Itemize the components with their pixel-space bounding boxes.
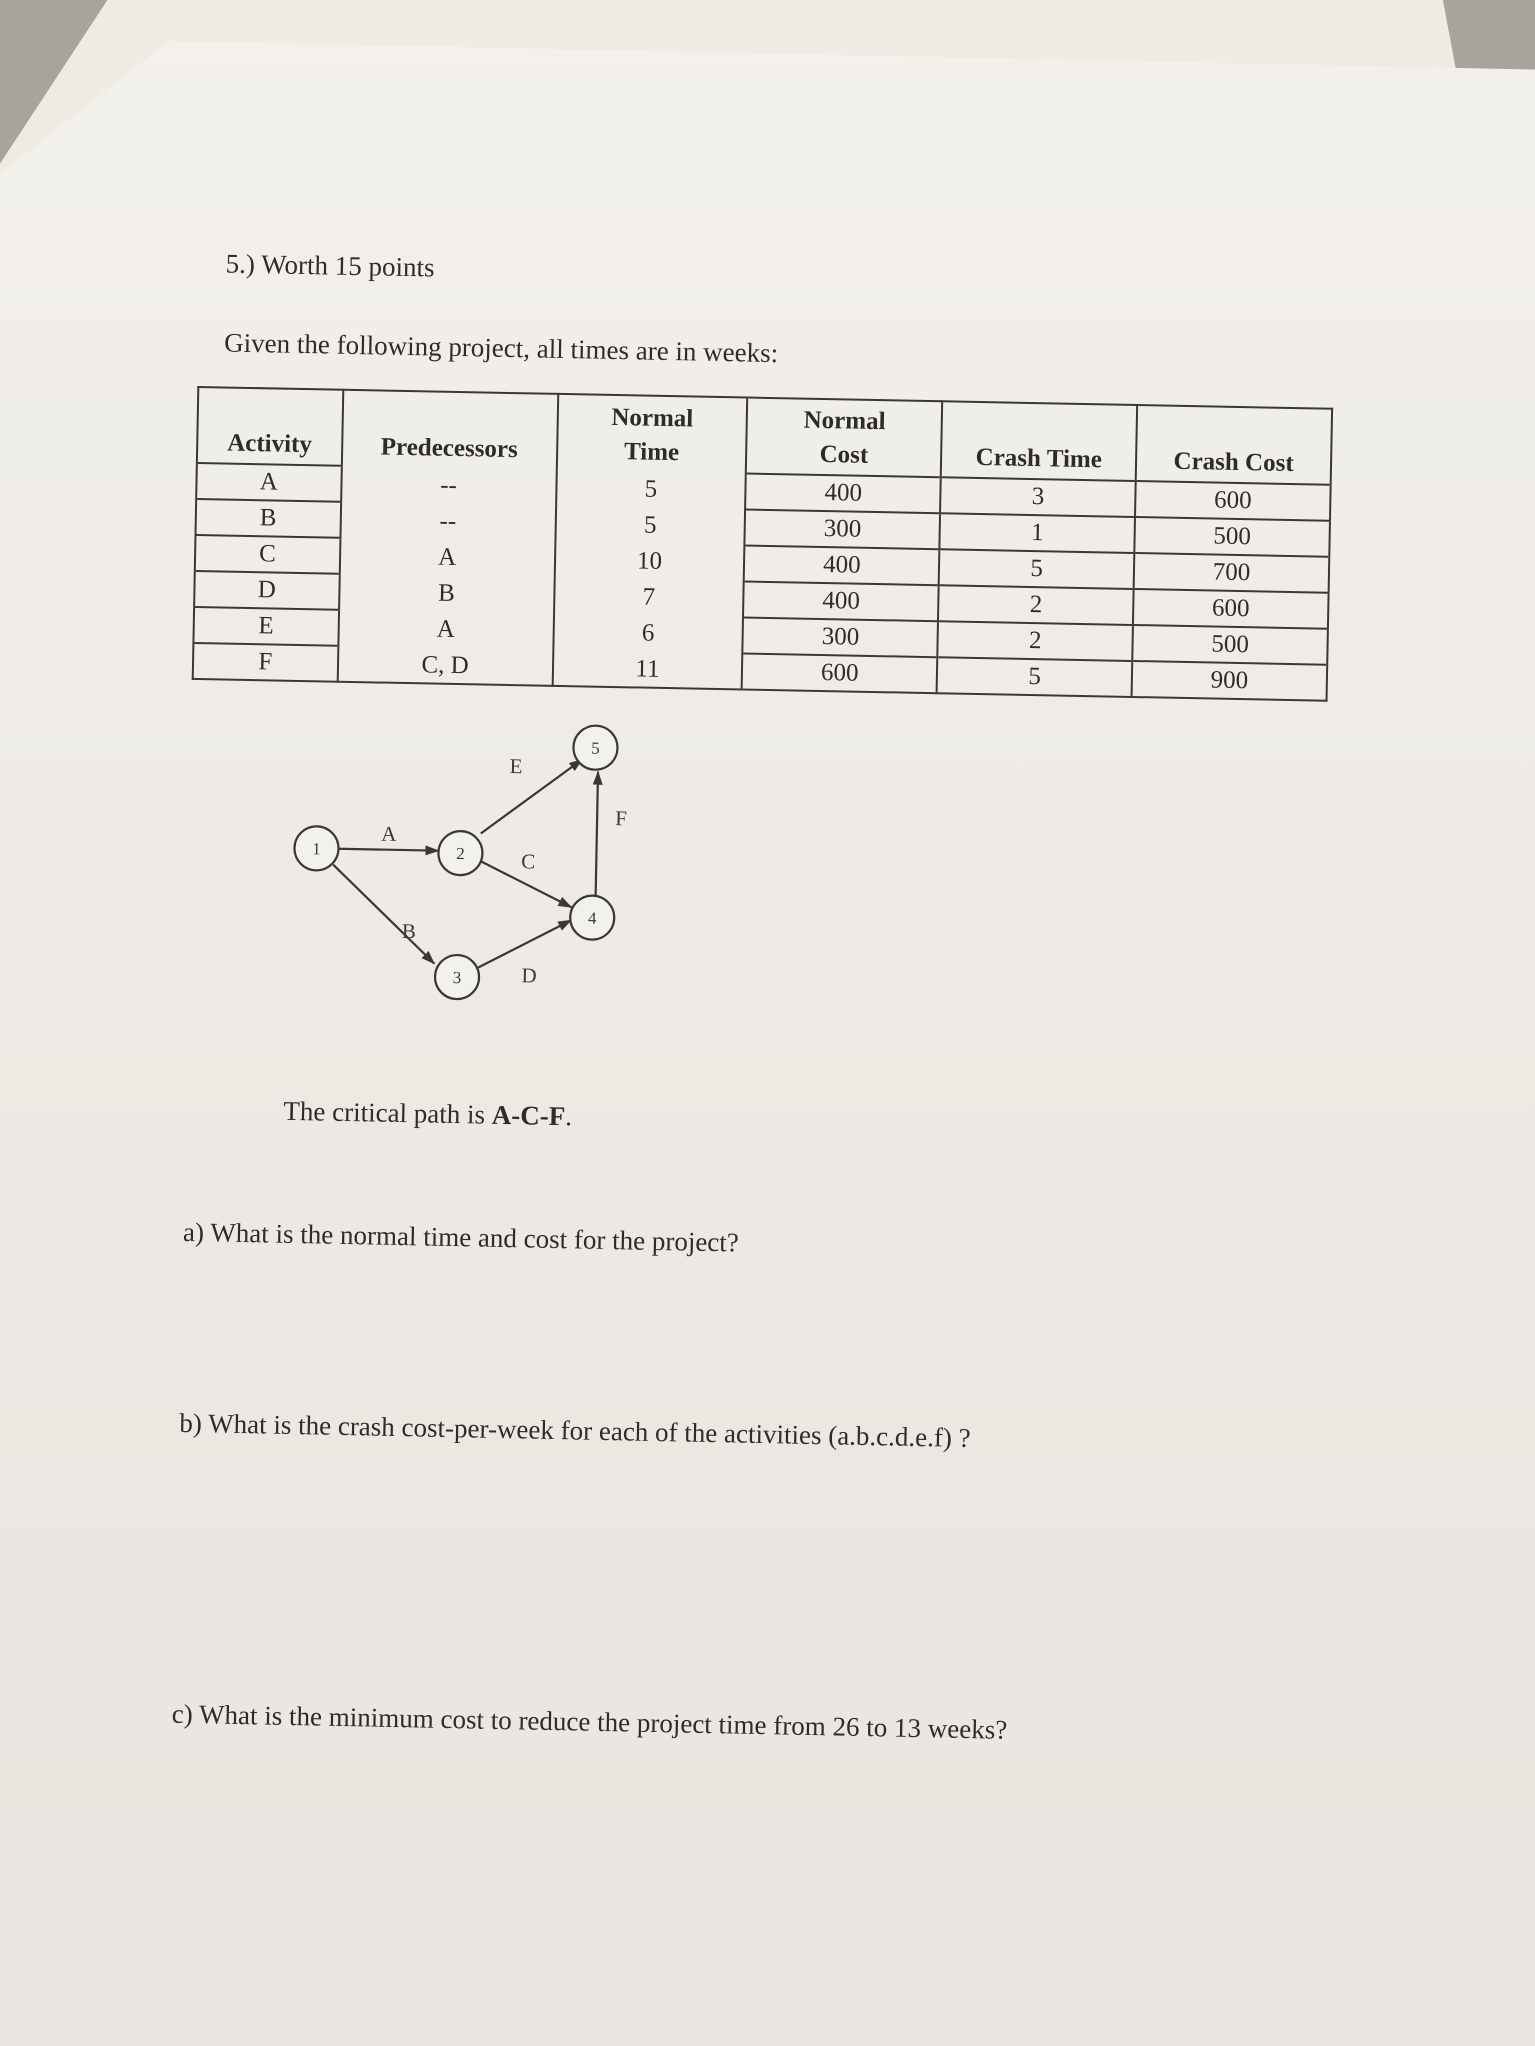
edge-e	[481, 758, 582, 836]
header-crash-time: Crash Time	[941, 401, 1137, 481]
cell-normal-time: 5	[555, 506, 745, 546]
cell-predecessors: B	[339, 574, 555, 614]
node-2-label: 2	[455, 844, 465, 864]
problem-intro: Given the following project, all times are in weeks:	[223, 327, 779, 369]
cell-crash-cost: 600	[1133, 589, 1329, 629]
node-3-label: 3	[452, 967, 462, 988]
edge-b-label: B	[401, 919, 417, 944]
cell-activity: C	[195, 535, 340, 574]
edge-e-label: E	[509, 754, 523, 779]
cell-predecessors: --	[341, 466, 557, 506]
critical-path-prefix: The critical path is	[283, 1095, 493, 1130]
project-table	[192, 386, 1333, 702]
critical-path-value: A-C-F	[491, 1099, 566, 1132]
edge-a-label: A	[380, 821, 397, 846]
edge-d	[478, 918, 571, 969]
question-c: c) What is the minimum cost to reduce the project time from 26 to 13 weeks?	[171, 1698, 1008, 1745]
edge-c-label: C	[521, 849, 536, 874]
cell-normal-time: 6	[553, 614, 743, 654]
critical-path-suffix: .	[565, 1101, 573, 1132]
cell-normal-cost: 300	[745, 510, 940, 550]
cell-crash-time: 1	[940, 513, 1135, 553]
edge-a	[338, 849, 438, 851]
cell-crash-time: 5	[937, 657, 1132, 697]
node-5-label: 5	[591, 738, 600, 758]
header-normal-cost: Normal Cost	[746, 398, 942, 478]
cell-crash-time: 2	[938, 621, 1133, 661]
cell-predecessors: --	[340, 502, 556, 542]
edge-d-label: D	[521, 963, 537, 988]
network-svg	[184, 704, 1327, 1116]
cell-normal-cost: 600	[742, 653, 937, 693]
cell-crash-cost: 500	[1132, 625, 1328, 665]
cell-activity: E	[193, 607, 338, 646]
edge-b	[331, 865, 436, 964]
cell-predecessors: C, D	[337, 646, 553, 686]
worksheet	[172, 248, 1370, 1752]
cell-crash-time: 2	[938, 585, 1133, 625]
cell-predecessors: A	[338, 610, 554, 650]
cell-crash-cost: 500	[1134, 517, 1330, 557]
header-activity: Activity	[197, 387, 343, 466]
edge-f	[596, 772, 598, 898]
cell-activity: D	[194, 571, 339, 610]
cell-normal-cost: 400	[744, 546, 939, 586]
header-normal-time: Normal Time	[556, 394, 747, 474]
cell-activity: A	[196, 463, 341, 502]
node-4-label: 4	[587, 908, 597, 928]
network-diagram	[184, 704, 1327, 1116]
cell-crash-time: 3	[940, 477, 1135, 517]
edge-f-label: F	[615, 806, 628, 831]
cell-normal-cost: 400	[745, 474, 940, 514]
question-a: a) What is the normal time and cost for the project?	[182, 1216, 740, 1258]
cell-crash-cost: 900	[1132, 661, 1328, 701]
question-b: b) What is the crash cost-per-week for each of the activities (a.b.c.d.e.f) ?	[179, 1407, 971, 1454]
cell-crash-time: 5	[939, 549, 1134, 589]
cell-normal-cost: 400	[743, 582, 938, 622]
header-crash-cost: Crash Cost	[1136, 405, 1332, 485]
cell-normal-time: 10	[554, 542, 744, 582]
header-predecessors: Predecessors	[341, 390, 557, 470]
cell-activity: B	[195, 499, 340, 538]
cell-normal-time: 7	[554, 578, 744, 618]
node-1-label: 1	[312, 839, 321, 859]
cell-predecessors: A	[339, 538, 555, 578]
cell-activity: F	[193, 643, 338, 682]
cell-normal-time: 5	[556, 470, 746, 510]
cell-crash-cost: 700	[1134, 553, 1330, 593]
cell-normal-time: 11	[552, 650, 742, 690]
cell-crash-cost: 600	[1135, 481, 1331, 521]
problem-heading: 5.) Worth 15 points	[225, 248, 435, 283]
cell-normal-cost: 300	[743, 617, 938, 657]
